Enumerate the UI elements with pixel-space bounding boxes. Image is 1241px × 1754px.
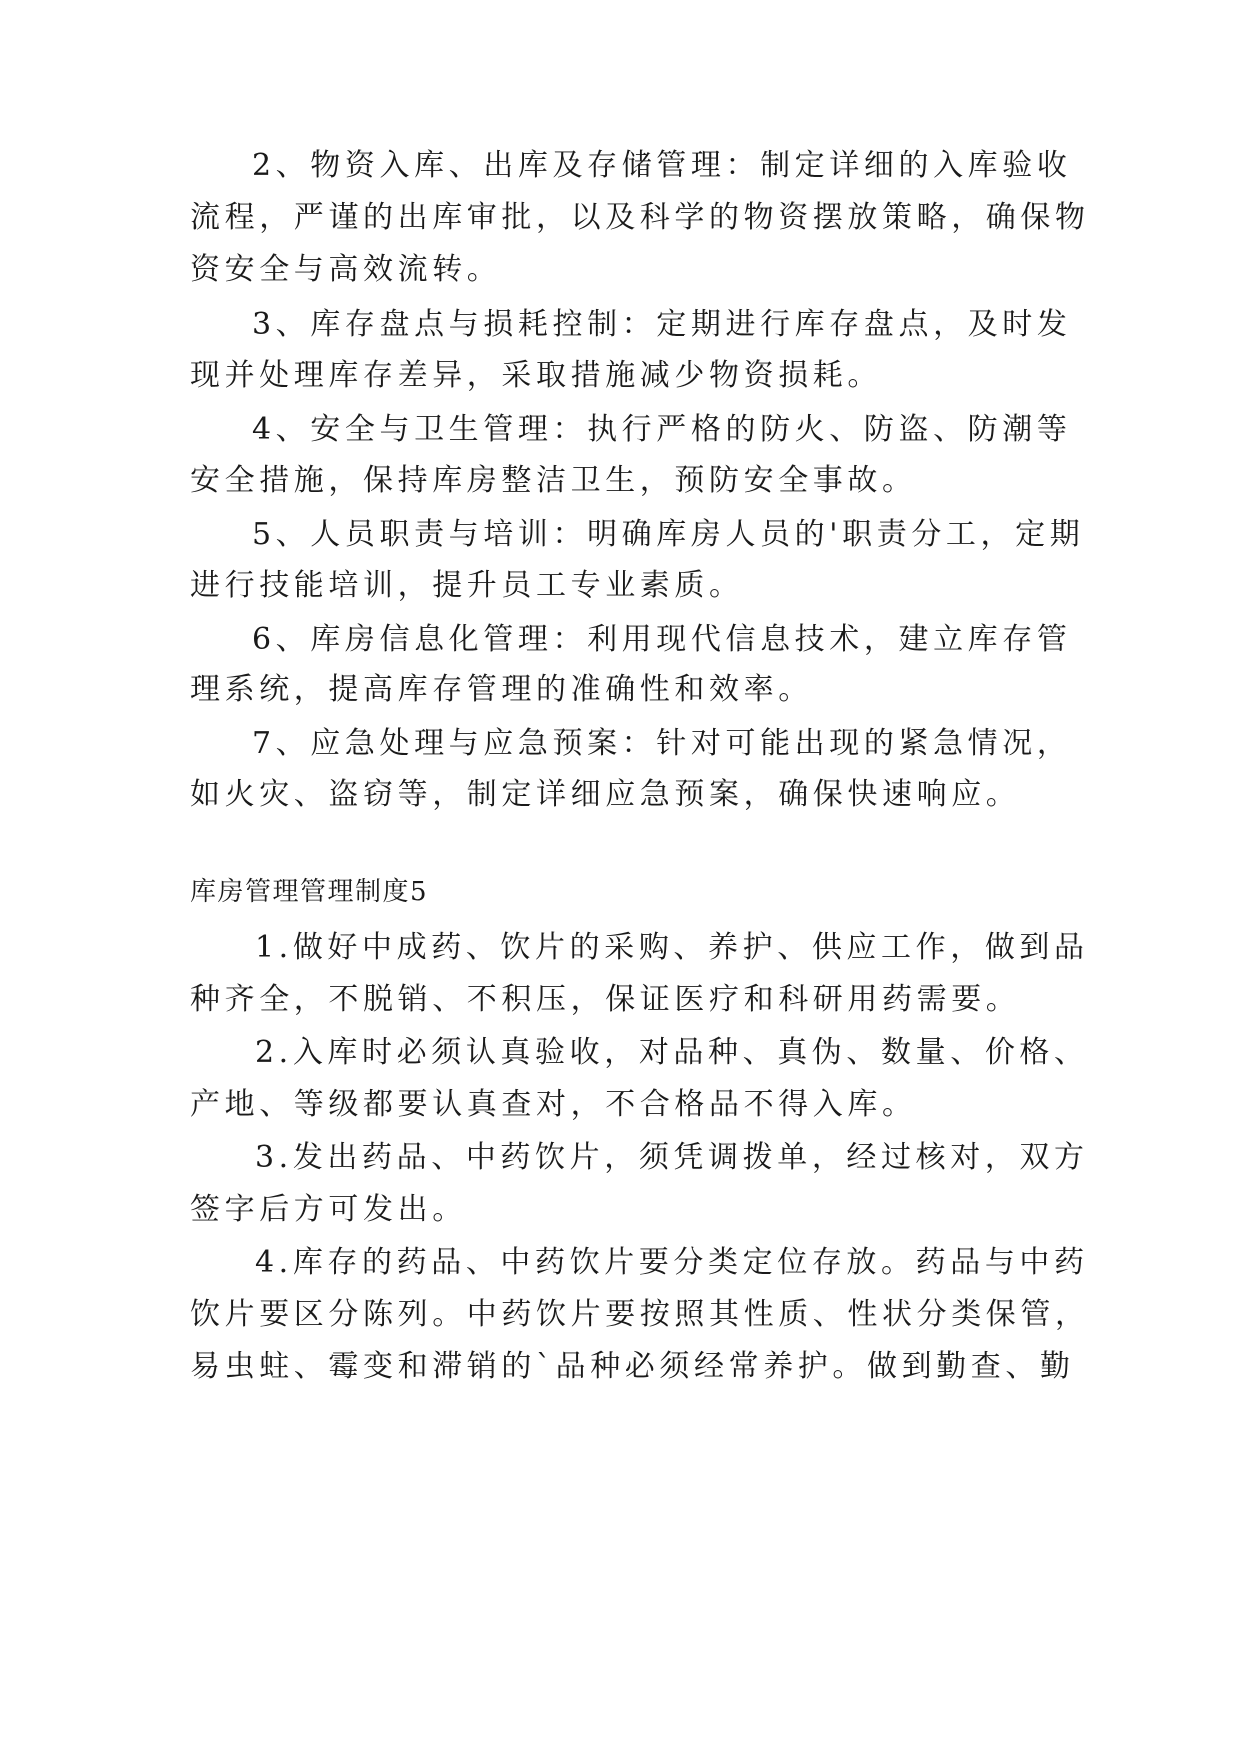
paragraph-line: 3、库存盘点与损耗控制：定期进行库存盘点，及时发 (252, 307, 1072, 342)
paragraph-line: 2.入库时必须认真验收，对品种、真伪、数量、价格、 (255, 1035, 1089, 1070)
paragraph-line: 7、应急处理与应急预案：针对可能出现的紧急情况， (252, 726, 1072, 761)
paragraph-line: 6、库房信息化管理：利用现代信息技术，建立库存管 (252, 622, 1072, 657)
paragraph-line: 理系统，提高库存管理的准确性和效率。 (190, 672, 813, 707)
paragraph-line: 易虫蛀、霉变和滞销的`品种必须经常养护。做到勤查、勤 (190, 1349, 1075, 1384)
paragraph-line: 1.做好中成药、饮片的采购、养护、供应工作，做到品 (255, 930, 1089, 965)
paragraph-line: 种齐全，不脱销、不积压，保证医疗和科研用药需要。 (190, 982, 1021, 1017)
paragraph-line: 饮片要区分陈列。中药饮片要按照其性质、性状分类保管， (190, 1297, 1090, 1332)
paragraph-line: 现并处理库存差异，采取措施减少物资损耗。 (190, 358, 882, 393)
paragraph-line: 进行技能培训，提升员工专业素质。 (190, 568, 744, 603)
paragraph-line: 安全措施，保持库房整洁卫生，预防安全事故。 (190, 463, 917, 498)
paragraph-line: 2、物资入库、出库及存储管理：制定详细的入库验收 (252, 148, 1072, 183)
paragraph-line: 4、安全与卫生管理：执行严格的防火、防盗、防潮等 (252, 412, 1072, 447)
paragraph-line: 流程，严谨的出库审批，以及科学的物资摆放策略，确保物 (190, 200, 1090, 235)
paragraph-line: 如火灾、盗窃等，制定详细应急预案，确保快速响应。 (190, 777, 1021, 812)
paragraph-line: 3.发出药品、中药饮片，须凭调拨单，经过核对，双方 (255, 1140, 1089, 1175)
section-heading: 库房管理管理制度5 (190, 877, 429, 907)
paragraph-line: 产地、等级都要认真查对，不合格品不得入库。 (190, 1087, 917, 1122)
paragraph-line: 资安全与高效流转。 (190, 252, 502, 287)
paragraph-line: 5、人员职责与培训：明确库房人员的'职责分工，定期 (252, 517, 1085, 552)
paragraph-line: 签字后方可发出。 (190, 1192, 467, 1227)
paragraph-line: 4.库存的药品、中药饮片要分类定位存放。药品与中药 (255, 1245, 1089, 1280)
